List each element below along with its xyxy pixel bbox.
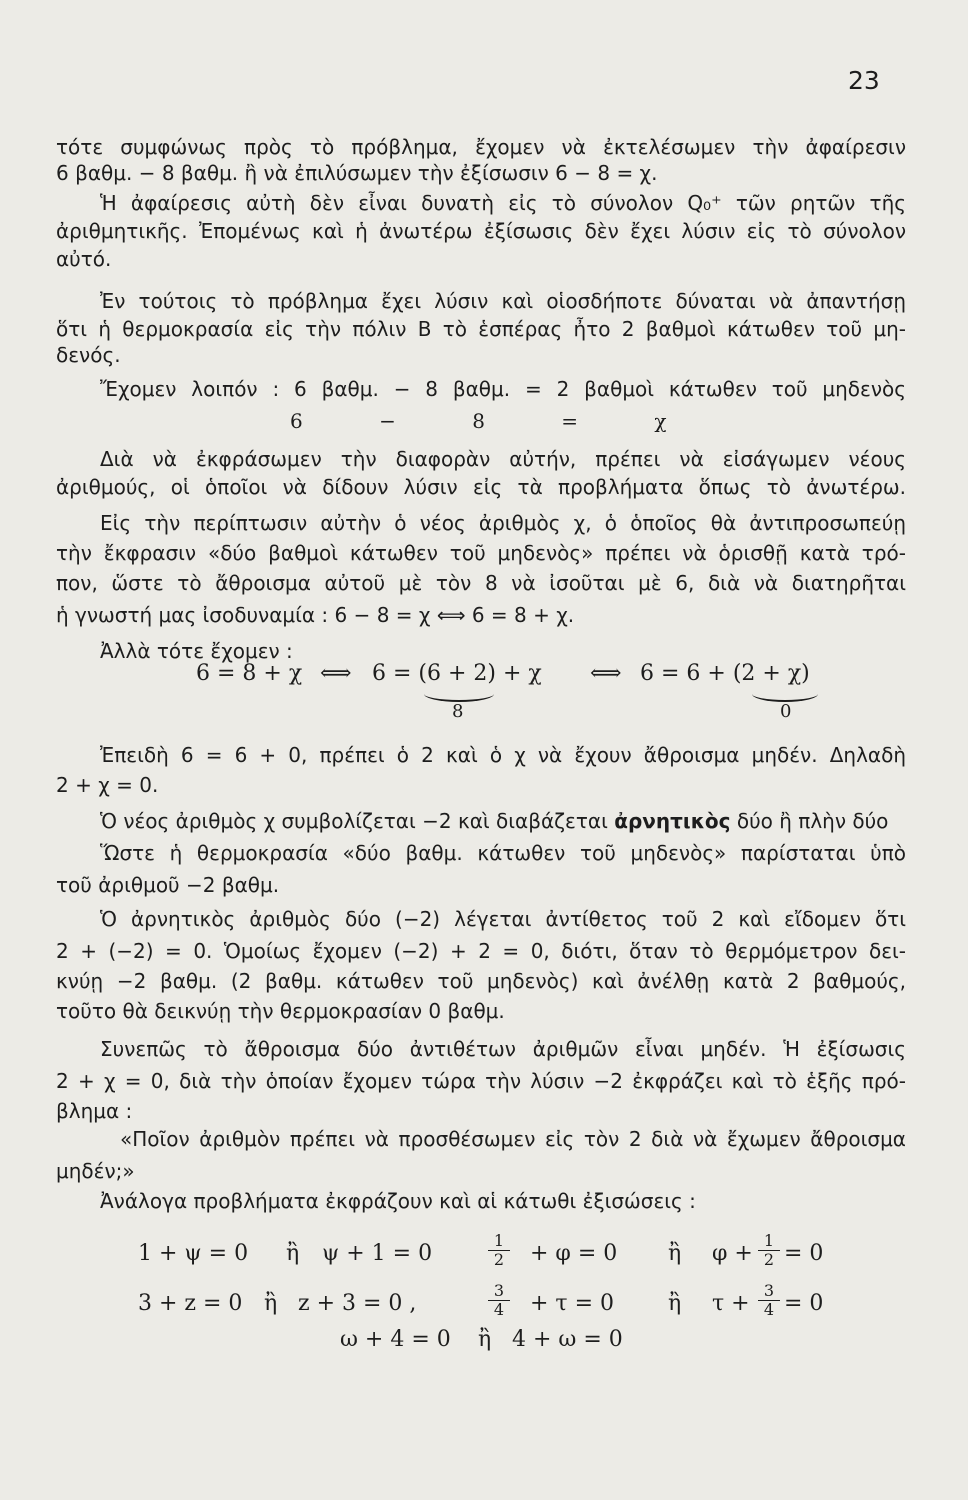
paragraph-line: Εἰς τὴν περίπτωσιν αὐτὴν ὁ νέος ἀριθμὸς χ, ὁ ὁποῖος θὰ ἀντιπροσωπεύῃ (100, 511, 906, 535)
equation: φ + (712, 1241, 753, 1266)
bold-term: ἀρνητικὸς (614, 809, 731, 833)
equivalence-arrow: ⟺ (320, 661, 352, 686)
equation-line: 6 − 8 = χ (290, 409, 667, 433)
equation-chain-c: 6 = 6 + (2 + χ) (640, 661, 810, 686)
fraction-numerator: 1 (758, 1232, 780, 1251)
paragraph-line: ἀριθμητικῆς. Ἐπομένως καὶ ἡ ἀνωτέρω ἐξίσωσις δὲν ἔχει λύσιν εἰς τὸ σύνολον (56, 219, 906, 243)
paragraph-line: πον, ὥστε τὸ ἄθροισμα αὐτοῦ μὲ τὸν 8 νὰ ἰσοῦται μὲ 6, διὰ νὰ διατηρῆται (56, 571, 906, 595)
or-word: ἢ (286, 1241, 300, 1266)
paragraph-line: μηδέν;» (56, 1159, 135, 1183)
text-run: δύο ἢ πλὴν δύο (736, 809, 889, 833)
or-word: ἢ (668, 1291, 682, 1316)
fraction-numerator: 1 (488, 1232, 510, 1251)
paragraph-line: ὅτι ἡ θερμοκρασία εἰς τὴν πόλιν Β τὸ ἑσπέρας ἦτο 2 βαθμοὶ κάτωθεν τοῦ μη- (56, 317, 906, 341)
equivalence-arrow: ⟺ (590, 661, 622, 686)
equation: 3 + z = 0 (138, 1291, 243, 1316)
brace-label: 8 (452, 701, 464, 722)
fraction-denominator: 2 (763, 1250, 775, 1269)
paragraph-line: ἀριθμούς, οἱ ὁποῖοι νὰ δίδουν λύσιν εἰς τὰ προβλήματα ὅπως τὸ ἀνωτέρω. (56, 475, 906, 499)
paragraph-line: δενός. (56, 343, 121, 367)
paragraph-line: βλημα : (56, 1099, 133, 1123)
paragraph-line: Διὰ νὰ ἐκφράσωμεν τὴν διαφορὰν αὐτήν, πρέπει νὰ εἰσάγωμεν νέους (100, 447, 906, 471)
equation: z + 3 = 0 , (298, 1291, 417, 1316)
paragraph-line: τοῦ ἀριθμοῦ −2 βαθμ. (56, 873, 280, 897)
equation: 4 + ω = 0 (512, 1327, 623, 1352)
paragraph-line: κνύῃ −2 βαθμ. (2 βαθμ. κάτωθεν τοῦ μηδενὸς) καὶ ἀνέλθῃ κατὰ 2 βαθμούς, (56, 969, 906, 993)
or-word: ἢ (478, 1327, 492, 1352)
fraction-denominator: 4 (763, 1300, 775, 1319)
paragraph-line: Ἐπειδὴ 6 = 6 + 0, πρέπει ὁ 2 καὶ ὁ χ νὰ ἔχουν ἄθροισμα μηδέν. Δηλαδὴ (100, 743, 906, 767)
fraction (758, 1282, 780, 1319)
or-word: ἢ (668, 1241, 682, 1266)
equation: 1 + ψ = 0 (138, 1241, 249, 1266)
paragraph-line: Ἔχομεν λοιπόν : 6 βαθμ. − 8 βαθμ. = 2 βαθμοὶ κάτωθεν τοῦ μηδενὸς (100, 377, 906, 401)
equation: + φ = 0 (530, 1241, 618, 1266)
or-word: ἢ (264, 1291, 278, 1316)
paragraph-line: 2 + (−2) = 0. Ὁμοίως ἔχομεν (−2) + 2 = 0, διότι, ὅταν τὸ θερμόμετρον δει- (56, 939, 906, 963)
paragraph-line: Ἡ ἀφαίρεσις αὐτὴ δὲν εἶναι δυνατὴ εἰς τὸ σύνολον Q₀⁺ τῶν ρητῶν τῆς (100, 191, 906, 215)
paragraph-line: Ὥστε ἡ θερμοκρασία «δύο βαθμ. κάτωθεν τοῦ μηδενὸς» παρίσταται ὑπὸ (100, 841, 906, 865)
equation: τ + (712, 1291, 750, 1316)
equation: + τ = 0 (530, 1291, 615, 1316)
paragraph-line: 2 + χ = 0, διὰ τὴν ὁποίαν ἔχομεν τώρα τὴν λύσιν −2 ἐκφράζει καὶ τὸ ἑξῆς πρό- (56, 1069, 906, 1093)
equation: = 0 (784, 1291, 824, 1316)
equation: = 0 (784, 1241, 824, 1266)
paragraph-line: αὐτό. (56, 247, 112, 271)
paragraph-line: Συνεπῶς τὸ ἄθροισμα δύο ἀντιθέτων ἀριθμῶν εἶναι μηδέν. Ἡ ἐξίσωσις (100, 1037, 906, 1061)
equation: ψ + 1 = 0 (322, 1241, 433, 1266)
equation-chain-b: 6 = (6 + 2) + χ (372, 661, 542, 686)
page-number: 23 (848, 66, 880, 95)
text-run: Ὁ νέος ἀριθμὸς χ συμβολίζεται −2 καὶ διαβάζεται (100, 809, 608, 833)
paragraph-line: τότε συμφώνως πρὸς τὸ πρόβλημα, ἔχομεν νὰ ἐκτελέσωμεν τὴν ἀφαίρεσιν (56, 135, 906, 159)
fraction (488, 1232, 510, 1269)
paragraph-line: «Ποῖον ἀριθμὸν πρέπει νὰ προσθέσωμεν εἰς τὸν 2 διὰ νὰ ἔχωμεν ἄθροισμα (120, 1127, 906, 1151)
fraction-numerator: 3 (758, 1282, 780, 1301)
paragraph-line: Ὁ ἀρνητικὸς ἀριθμὸς δύο (−2) λέγεται ἀντίθετος τοῦ 2 καὶ εἴδομεν ὅτι (100, 907, 906, 931)
equation: ω + 4 = 0 (340, 1327, 451, 1352)
brace-label: 0 (780, 701, 792, 722)
paragraph-line: 2 + χ = 0. (56, 773, 159, 797)
fraction-numerator: 3 (488, 1282, 510, 1301)
paragraph-line: ἡ γνωστή μας ἰσοδυναμία : 6 − 8 = χ ⟺ 6 = 8 + χ. (56, 603, 575, 627)
paragraph-line: 6 βαθμ. − 8 βαθμ. ἢ νὰ ἐπιλύσωμεν τὴν ἐξίσωσιν 6 − 8 = χ. (56, 161, 658, 185)
fraction (758, 1232, 780, 1269)
fraction (488, 1282, 510, 1319)
paragraph-line: Ἐν τούτοις τὸ πρόβλημα ἔχει λύσιν καὶ οἱοσδήποτε δύναται νὰ ἀπαντήσῃ (100, 289, 906, 313)
fraction-denominator: 4 (493, 1300, 505, 1319)
paragraph-line: Ἀλλὰ τότε ἔχομεν : (100, 639, 293, 663)
equation-chain-a: 6 = 8 + χ (196, 661, 303, 686)
fraction-denominator: 2 (493, 1250, 505, 1269)
paragraph-line: Ἀνάλογα προβλήματα ἐκφράζουν καὶ αἱ κάτωθι ἐξισώσεις : (100, 1189, 696, 1213)
paragraph-line: τοῦτο θὰ δεικνύῃ τὴν θερμοκρασίαν 0 βαθμ. (56, 999, 505, 1023)
paragraph-line: τὴν ἔκφρασιν «δύο βαθμοὶ κάτωθεν τοῦ μηδενὸς» πρέπει νὰ ὁρισθῇ κατὰ τρό- (56, 541, 906, 565)
paragraph-line (100, 808, 888, 834)
